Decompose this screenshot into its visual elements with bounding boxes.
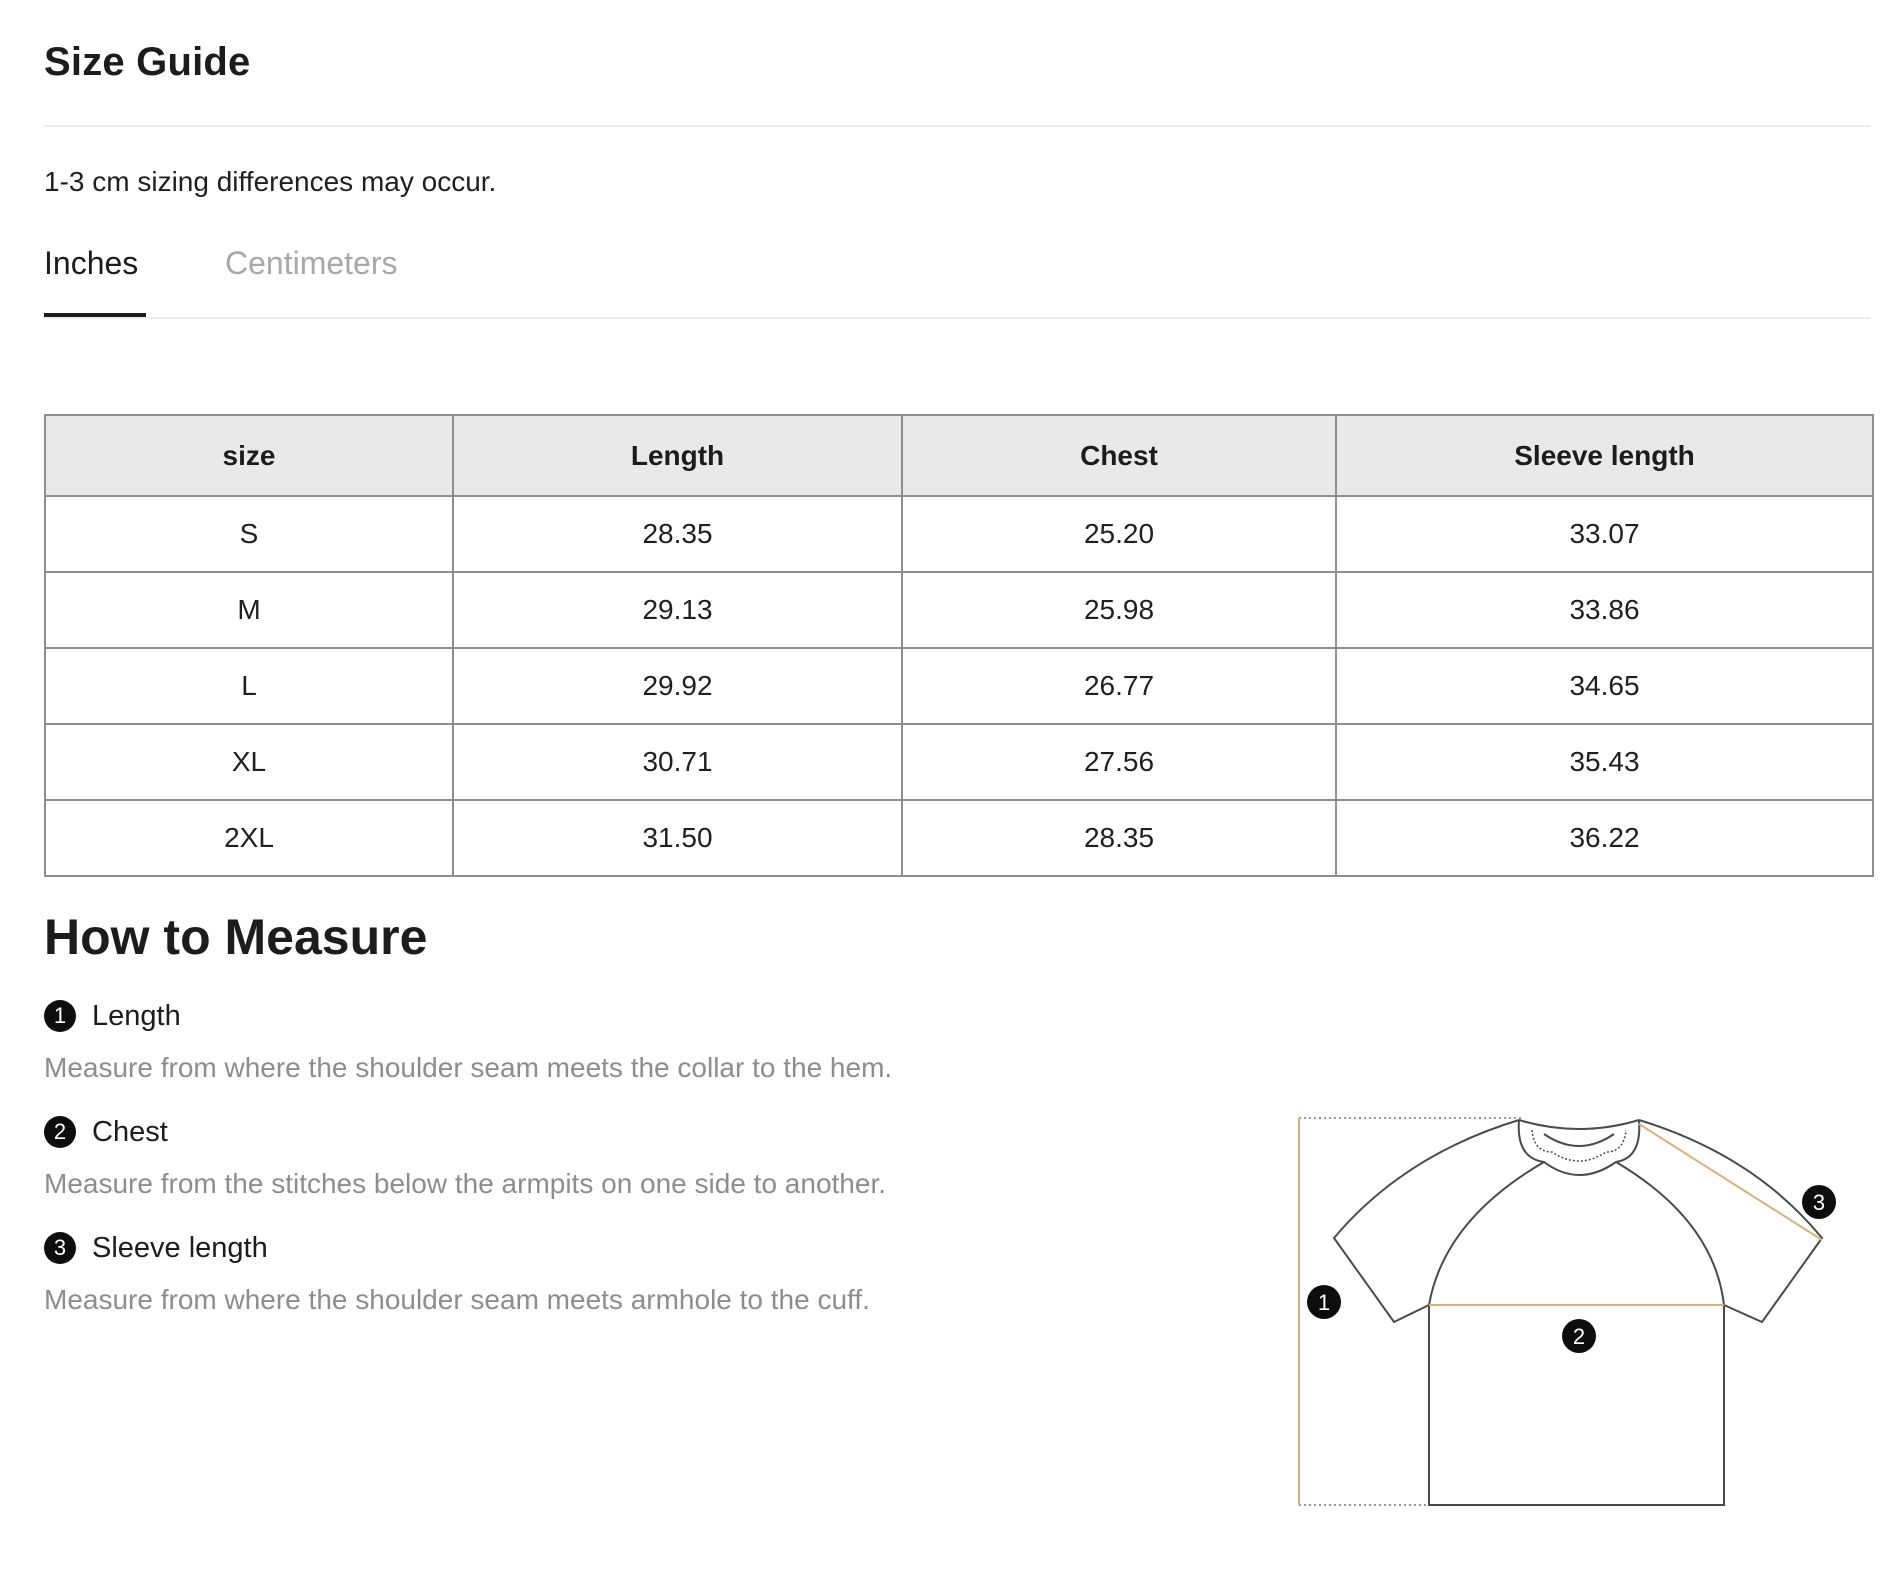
tabs-divider xyxy=(44,317,1870,319)
measure-item-header xyxy=(44,1112,168,1152)
column-header-sleeve-length: Sleeve length xyxy=(1336,415,1873,496)
table-row xyxy=(45,648,1873,724)
table-cell: 31.50 xyxy=(453,800,902,876)
column-header-length: Length xyxy=(453,415,902,496)
table-row xyxy=(45,724,1873,800)
diagram-marker-3-icon xyxy=(1802,1185,1836,1219)
collar-inner xyxy=(1544,1134,1614,1146)
measure-item-name: Length xyxy=(92,999,181,1032)
table-cell: 33.07 xyxy=(1336,496,1873,572)
sizing-note: 1-3 cm sizing differences may occur. xyxy=(44,166,497,197)
measure-item-description: Measure from where the shoulder seam meets the collar to the hem. xyxy=(44,1052,893,1083)
table-cell: 25.20 xyxy=(902,496,1336,572)
table-cell: 30.71 xyxy=(453,724,902,800)
table-cell: 29.92 xyxy=(453,648,902,724)
svg-text:2: 2 xyxy=(1572,1324,1586,1349)
measure-item-description: Measure from where the shoulder seam meets armhole to the cuff. xyxy=(44,1284,870,1315)
table-cell: 28.35 xyxy=(902,800,1336,876)
table-cell: 36.22 xyxy=(1336,800,1873,876)
measure-item-name: Chest xyxy=(92,1115,168,1148)
tshirt-left-sleeve xyxy=(1334,1120,1519,1322)
table-cell: 33.86 xyxy=(1336,572,1873,648)
number-badge-1-icon: 1 xyxy=(44,1000,76,1032)
table-header-row xyxy=(45,415,1873,496)
table-cell: 26.77 xyxy=(902,648,1336,724)
table-cell: 35.43 xyxy=(1336,724,1873,800)
diagram-marker-2-icon xyxy=(1562,1319,1596,1353)
how-to-measure-title: How to Measure xyxy=(44,909,428,965)
column-header-size: size xyxy=(45,415,453,496)
measure-item-description: Measure from the stitches below the armpits on one side to another. xyxy=(44,1168,887,1199)
svg-text:1: 1 xyxy=(1317,1290,1331,1315)
table-cell: 2XL xyxy=(45,800,453,876)
tshirt-right-sleeve xyxy=(1639,1120,1822,1322)
table-row xyxy=(45,496,1873,572)
table-cell: L xyxy=(45,648,453,724)
unit-tabs xyxy=(44,240,1870,320)
size-table xyxy=(44,414,1874,877)
table-row xyxy=(45,572,1873,648)
tshirt-measurement-diagram xyxy=(1294,1100,1894,1540)
measure-item-header xyxy=(44,1228,268,1268)
measure-item-name: Sleeve length xyxy=(92,1231,268,1264)
table-cell: 34.65 xyxy=(1336,648,1873,724)
number-badge-2-icon: 2 xyxy=(44,1116,76,1148)
table-cell: XL xyxy=(45,724,453,800)
measure-item-header xyxy=(44,996,181,1036)
sleeve-measure-line xyxy=(1639,1124,1822,1240)
number-badge-3-icon: 3 xyxy=(44,1232,76,1264)
table-cell: S xyxy=(45,496,453,572)
table-cell: 29.13 xyxy=(453,572,902,648)
column-header-chest: Chest xyxy=(902,415,1336,496)
tab-centimeters[interactable]: Centimeters xyxy=(225,245,398,281)
svg-text:3: 3 xyxy=(1812,1190,1826,1215)
table-row xyxy=(45,800,1873,876)
table-cell: M xyxy=(45,572,453,648)
right-raglan-seam xyxy=(1616,1162,1724,1305)
tab-inches[interactable]: Inches xyxy=(44,245,139,281)
table-cell: 25.98 xyxy=(902,572,1336,648)
header-divider xyxy=(44,125,1870,127)
page-title: Size Guide xyxy=(44,40,251,84)
left-raglan-seam xyxy=(1429,1162,1544,1305)
diagram-marker-1-icon xyxy=(1307,1285,1341,1319)
table-cell: 28.35 xyxy=(453,496,902,572)
collar-back xyxy=(1519,1120,1639,1129)
table-cell: 27.56 xyxy=(902,724,1336,800)
